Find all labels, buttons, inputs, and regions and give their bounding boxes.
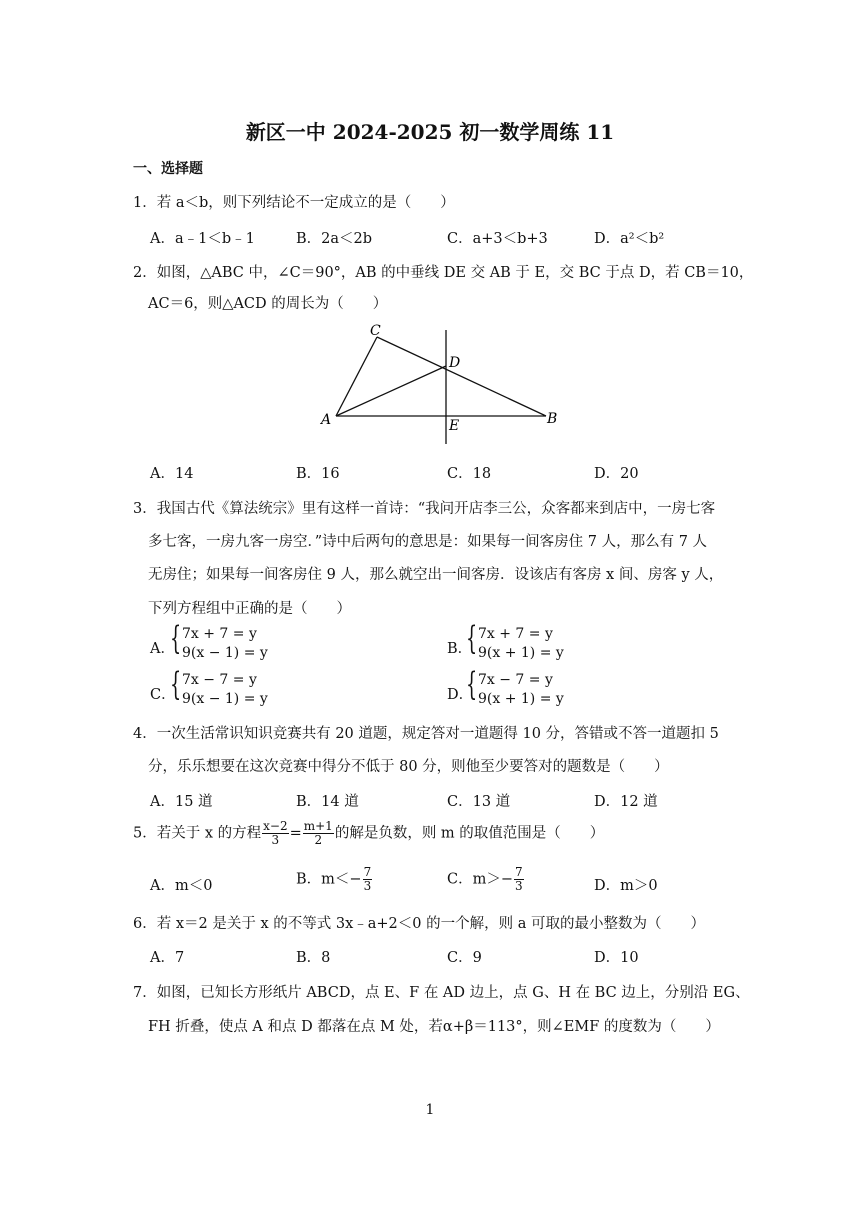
q5-option-a: A．m＜0 [150, 878, 213, 894]
q3-option-d-system [466, 665, 576, 712]
label-a: A [321, 412, 332, 428]
q3-option-b-system [466, 619, 576, 666]
q3-option-a-system [170, 619, 280, 666]
q3-c-eq1: 7x − 7 = y [182, 672, 257, 688]
q3-option-b-label: B． [447, 641, 473, 657]
question-3-stem-line2: 多七客，一房九客一房空．”诗中后两句的意思是：如果每一间客房住 7 人，那么有 7 人 [148, 534, 708, 550]
q2-option-b: B．16 [296, 466, 340, 482]
segment-ca [336, 337, 377, 416]
q5-option-b [296, 866, 373, 893]
q6-option-b: B．8 [296, 950, 331, 966]
segment-cb [377, 337, 546, 416]
q5-option-c-fraction [514, 866, 524, 893]
q6-option-a: A．7 [150, 950, 185, 966]
q3-option-c-label: C． [150, 687, 176, 703]
q5-optb-denominator: 3 [363, 879, 372, 893]
question-3-stem-line1: 3．我国古代《算法统宗》里有这样一首诗：“我问开店李三公，众客都来到店中，一房七客 [133, 501, 716, 517]
q5-option-c-prefix: C．m＞− [447, 871, 513, 888]
q4-option-d: D．12 道 [594, 794, 658, 810]
question-7-stem-line2: FH 折叠，使点 A 和点 D 都落在点 M 处，若α+β＝113°，则∠EMF 的度数为（ ） [148, 1019, 720, 1035]
q4-option-b: B．14 道 [296, 794, 359, 810]
q5-fraction-right [303, 820, 334, 847]
label-c: C [370, 323, 381, 339]
q5-option-d: D．m＞0 [594, 878, 658, 894]
q3-c-eq2: 9(x − 1) = y [182, 691, 268, 707]
question-4-stem-line1: 4．一次生活常识知识竞赛共有 20 道题，规定答对一道题得 10 分，答错或不答一道题扣 5 [133, 726, 719, 742]
q1-option-d: D．a²＜b² [594, 231, 665, 247]
q3-option-c-system [170, 665, 280, 712]
question-2-stem-line1: 2．如图，△ABC 中，∠C＝90°，AB 的中垂线 DE 交 AB 于 E，交 BC 于点 D，若 CB＝10， [133, 265, 754, 281]
triangle-figure [318, 318, 568, 450]
question-6-stem: 6．若 x＝2 是关于 x 的不等式 3x﹣a+2＜0 的一个解，则 a 可取的最小整数为（ ） [133, 916, 705, 932]
question-3-stem-line4: 下列方程组中正确的是（ ） [148, 601, 351, 617]
q3-b-eq1: 7x + 7 = y [478, 626, 553, 642]
question-3-stem-line3: 无房住；如果每一间客房住 9 人，那么就空出一间客房．设该店有客房 x 间、房客 y 人， [148, 567, 724, 583]
question-7-stem-line1: 7．如图，已知长方形纸片 ABCD，点 E、F 在 AD 边上，点 G、H 在 BC 边上，分别沿 EG、 [133, 985, 750, 1001]
q5-optb-numerator: 7 [363, 865, 372, 879]
page-number: 1 [425, 1102, 435, 1118]
page-title: 新区一中 2024-2025 初一数学周练 11 [245, 120, 615, 144]
q5-option-b-prefix: B．m＜− [296, 871, 362, 888]
q5-equals-sign: = [289, 825, 302, 842]
q2-option-c: C．18 [447, 466, 492, 482]
label-b: B [547, 411, 558, 427]
q3-d-eq1: 7x − 7 = y [478, 672, 553, 688]
question-2-stem-line2: AC＝6，则△ACD 的周长为（ ） [148, 296, 388, 312]
question-5-stem [133, 820, 604, 847]
q6-option-c: C．9 [447, 950, 482, 966]
q6-option-d: D．10 [594, 950, 639, 966]
q3-b-eq2: 9(x + 1) = y [478, 645, 564, 661]
brace-symbol: { [170, 665, 182, 703]
q5-frac1-numerator: x−2 [263, 819, 288, 833]
q3-d-eq2: 9(x + 1) = y [478, 691, 564, 707]
question-4-stem-line2: 分，乐乐想要在这次竞赛中得分不低于 80 分，则他至少要答对的题数是（ ） [148, 759, 669, 775]
q5-optc-numerator: 7 [515, 865, 523, 879]
q5-option-c [447, 866, 525, 893]
q3-a-eq1: 7x + 7 = y [182, 626, 257, 642]
q5-stem-prefix: 5．若关于 x 的方程 [133, 825, 262, 842]
brace-symbol: { [170, 619, 182, 657]
q2-option-a: A．14 [150, 466, 194, 482]
question-1-stem: 1．若 a＜b，则下列结论不一定成立的是（ ） [133, 195, 455, 211]
q3-a-eq2: 9(x − 1) = y [182, 645, 268, 661]
q4-option-c: C．13 道 [447, 794, 511, 810]
q5-stem-suffix: 的解是负数，则 m 的取值范围是（ ） [334, 825, 605, 842]
q5-optc-denominator: 3 [515, 879, 523, 893]
q5-fraction-left [262, 820, 288, 847]
q4-option-a: A．15 道 [150, 794, 213, 810]
q1-option-a: A．a﹣1＜b﹣1 [150, 231, 255, 247]
q5-frac1-denominator: 3 [271, 833, 280, 847]
q3-option-a-label: A． [150, 641, 175, 657]
section-heading: 一、选择题 [133, 161, 203, 177]
q5-option-b-fraction [363, 866, 373, 893]
q1-option-c: C．a+3＜b+3 [447, 231, 548, 247]
q1-option-b: B．2a＜2b [296, 231, 373, 247]
q3-option-d-label: D． [447, 687, 474, 703]
q2-option-d: D．20 [594, 466, 639, 482]
label-d: D [449, 355, 461, 371]
q5-frac2-numerator: m+1 [303, 819, 333, 833]
brace-symbol: { [466, 619, 478, 657]
label-e: E [449, 418, 460, 434]
segment-ad [336, 366, 446, 416]
q5-frac2-denominator: 2 [314, 833, 323, 847]
brace-symbol: { [466, 665, 478, 703]
